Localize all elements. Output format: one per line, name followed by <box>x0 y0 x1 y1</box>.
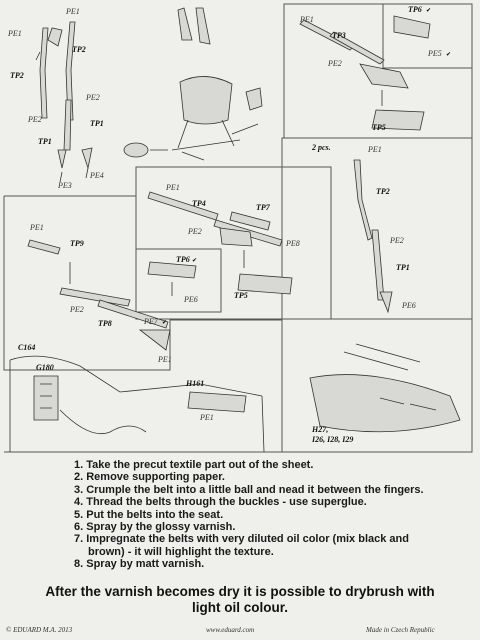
step-4: 4. Thread the belts through the buckles - use superglue. <box>74 496 367 509</box>
label-tp4: TP4 <box>192 199 206 208</box>
cockpit-tub-diagram <box>310 344 460 432</box>
step-5: 5. Put the belts into the seat. <box>74 508 224 521</box>
label-tp6-a: TP6 <box>408 5 422 14</box>
label-pe2-e: PE2 <box>188 227 202 236</box>
label-tp2-b: TP2 <box>10 71 24 80</box>
instruction-steps <box>74 459 434 571</box>
label-c164: C164 <box>18 343 36 352</box>
label-pe1-a: PE1 <box>66 7 80 16</box>
drybrush-note: After the varnish becomes dry it is possible to drybrush with light oil colour. <box>45 584 435 615</box>
label-pe5: PE5 <box>428 49 442 58</box>
label-tp1-b: TP1 <box>38 137 52 146</box>
label-pe1-g: PE1 <box>158 355 172 364</box>
label-pe1-f: PE1 <box>30 223 44 232</box>
label-tp9: TP9 <box>70 239 84 248</box>
label-h27: H27, <box>312 425 329 434</box>
check-icon: ✔ <box>426 7 432 14</box>
left-panel-diagram <box>28 240 170 350</box>
footer-origin: Made in Czech Republic <box>366 626 435 634</box>
step-2: 2. Remove supporting paper. <box>74 471 225 484</box>
steps-list <box>74 459 434 571</box>
label-pe1-c: PE1 <box>300 15 314 24</box>
label-tp6-b: TP6 <box>176 255 190 264</box>
label-h161: H161 <box>186 379 205 388</box>
label-pe8: PE8 <box>286 239 300 248</box>
label-tp5-b: TP5 <box>234 291 248 300</box>
label-tp1-c: TP1 <box>396 263 410 272</box>
check-icon: ✔ <box>446 51 452 58</box>
label-pe2-b: PE2 <box>28 115 42 124</box>
footer <box>0 626 480 640</box>
label-two-pcs: 2 pcs. <box>312 143 331 152</box>
footer-copyright: © EDUARD M.A. 2013 <box>6 626 73 634</box>
seat-diagram <box>124 8 262 160</box>
label-g180: G180 <box>36 363 54 372</box>
step-7: 7. Impregnate the belts with very diluted oil color (mix black and brown) - it will highlight the texture. <box>74 533 409 558</box>
step-3: 3. Crumple the belt into a little ball and nead it between the fingers. <box>74 483 424 496</box>
label-tp7: TP7 <box>256 203 270 212</box>
label-tp3: TP3 <box>332 31 346 40</box>
label-pe1-b: PE1 <box>8 29 22 38</box>
footer-url: www.eduard.com <box>206 626 255 634</box>
label-tp5-a: TP5 <box>372 123 386 132</box>
label-pe2-d: PE2 <box>390 236 404 245</box>
label-pe2-f: PE2 <box>70 305 84 314</box>
check-icon: ✔ <box>162 319 168 326</box>
label-pe7: PE7 <box>144 317 158 326</box>
label-tp1-a: TP1 <box>90 119 104 128</box>
label-pe6-a: PE6 <box>402 301 416 310</box>
label-pe3: PE3 <box>58 181 72 190</box>
middle-panel-diagram <box>148 192 292 296</box>
label-tp2-a: TP2 <box>72 45 86 54</box>
label-tp8: TP8 <box>98 319 112 328</box>
label-pe6-b: PE6 <box>184 295 198 304</box>
label-tp2-c: TP2 <box>376 187 390 196</box>
check-icon: ✔ <box>192 257 198 264</box>
label-pe4: PE4 <box>90 171 104 180</box>
belt-pair-diagram <box>354 160 392 312</box>
belt-set-right-diagram <box>300 16 430 130</box>
label-pe2-c: PE2 <box>328 59 342 68</box>
label-pe2-a: PE2 <box>86 93 100 102</box>
label-pe1-h: PE1 <box>200 413 214 422</box>
label-i26: I26, I28, I29 <box>312 435 354 444</box>
step-6: 6. Spray by the glossy varnish. <box>74 521 236 534</box>
step-1: 1. Take the precut textile part out of the sheet. <box>74 459 314 471</box>
step-8: 8. Spray by matt varnish. <box>74 558 205 571</box>
label-pe1-d: PE1 <box>368 145 382 154</box>
label-pe1-e: PE1 <box>166 183 180 192</box>
